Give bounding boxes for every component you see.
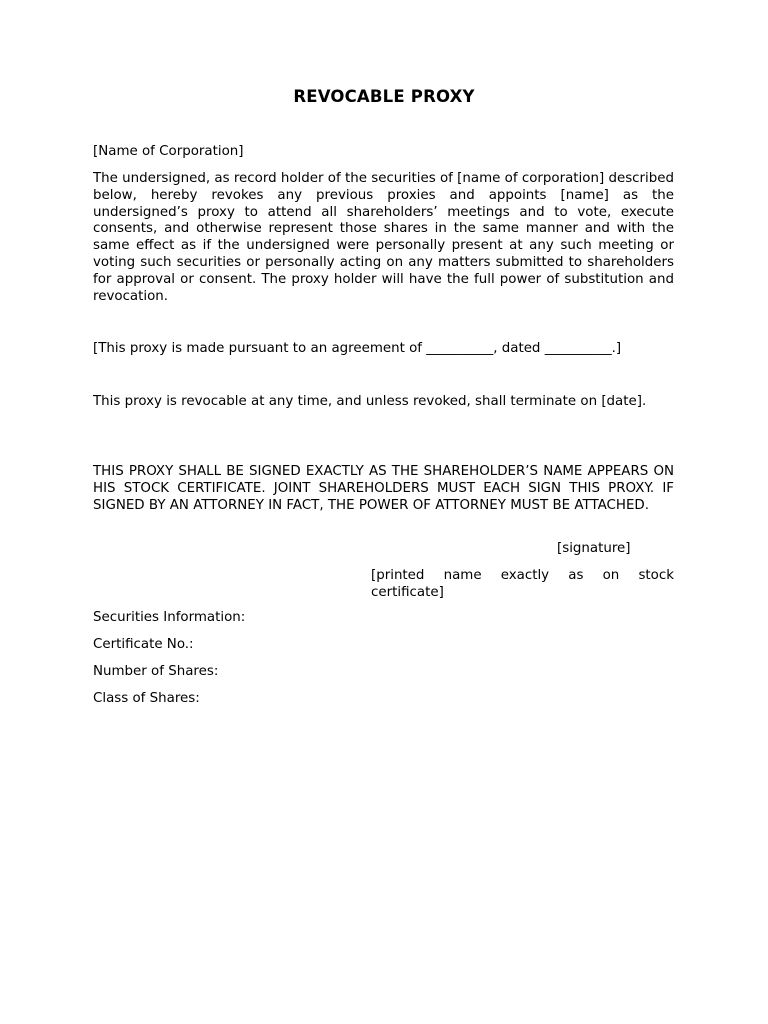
corporation-placeholder: [Name of Corporation] bbox=[93, 144, 244, 159]
printed-name-label: [printed name exactly as on stock certificate] bbox=[371, 568, 674, 600]
number-of-shares-label: Number of Shares: bbox=[93, 664, 219, 679]
signature-label: [signature] bbox=[557, 541, 631, 556]
signing-instructions-paragraph: THIS PROXY SHALL BE SIGNED EXACTLY AS THE SHAREHOLDER’S NAME APPEARS ON HIS STOCK CERTIFICATE. JOINT SHAREHOLDERS MUST EACH SIGN THIS PROXY. IF SIGNED BY AN ATTORNEY IN FACT, THE POWER OF ATTORNEY MUST BE ATTACHED. bbox=[93, 464, 674, 513]
agreement-paragraph: [This proxy is made pursuant to an agreement of __________, dated __________.] bbox=[93, 341, 622, 356]
revocable-paragraph: This proxy is revocable at any time, and unless revoked, shall terminate on [date]. bbox=[93, 394, 647, 409]
appointment-paragraph: The undersigned, as record holder of the securities of [name of corporation] described below, hereby revokes any previous proxies and appoints [name] as the undersigned’s proxy to attend all shareholders’ meetings and to vote, execute consents, and otherwise represent those shares in the same manner and with the same effect as if the undersigned were personally present at any such meeting or voting such securities or personally acting on any matters submitted to shareholders for approval or consent. The proxy holder will have the full power of substitution and revocation. bbox=[93, 171, 674, 304]
securities-information-heading: Securities Information: bbox=[93, 610, 246, 625]
certificate-number-label: Certificate No.: bbox=[93, 637, 194, 652]
document-title: REVOCABLE PROXY bbox=[293, 87, 475, 106]
class-of-shares-label: Class of Shares: bbox=[93, 691, 200, 706]
